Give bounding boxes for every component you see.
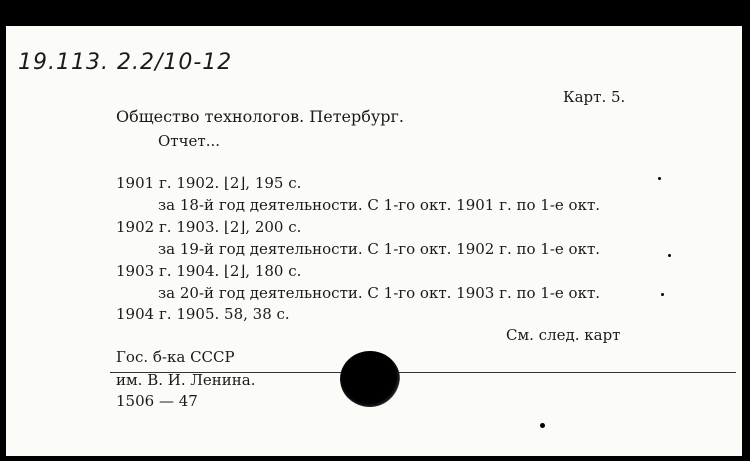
library-dedication: им. В. И. Ленина.: [116, 371, 256, 389]
card-number: Карт. 5.: [563, 88, 626, 106]
card-title: Общество технологов. Петербург.: [116, 107, 405, 126]
library-name: Гос. б-ка СССР: [116, 348, 235, 366]
ink-speck: [540, 423, 545, 428]
entry-1903-line1: 1903 г. 1904. ⌊2⌋, 180 с.: [116, 262, 302, 280]
entry-1903-line2: за 20-й год деятельности. С 1-го окт. 1903 г. по 1-е окт.: [158, 284, 601, 302]
ink-speck: [668, 254, 671, 257]
call-number: 19.113. 2.2/10-12: [18, 50, 233, 75]
entry-1901-line1: 1901 г. 1902. ⌊2⌋, 195 с.: [116, 174, 302, 192]
entry-1904-line1: 1904 г. 1905. 58, 38 с.: [116, 305, 290, 323]
entry-1902-line1: 1902 г. 1903. ⌊2⌋, 200 с.: [116, 218, 302, 236]
ink-speck: [658, 177, 661, 180]
ink-speck: [661, 293, 664, 296]
card-subtitle: Отчет...: [158, 132, 220, 150]
entry-1902-line2: за 19-й год деятельности. С 1-го окт. 1902 г. по 1-е окт.: [158, 240, 601, 258]
entry-1901-line2: за 18-й год деятельности. С 1-го окт. 1901 г. по 1-е окт.: [158, 196, 601, 214]
library-inventory-number: 1506 — 47: [116, 392, 198, 410]
catalog-card: [6, 26, 742, 456]
punch-hole: [340, 351, 400, 407]
see-next-card: См. след. карт: [506, 326, 621, 344]
